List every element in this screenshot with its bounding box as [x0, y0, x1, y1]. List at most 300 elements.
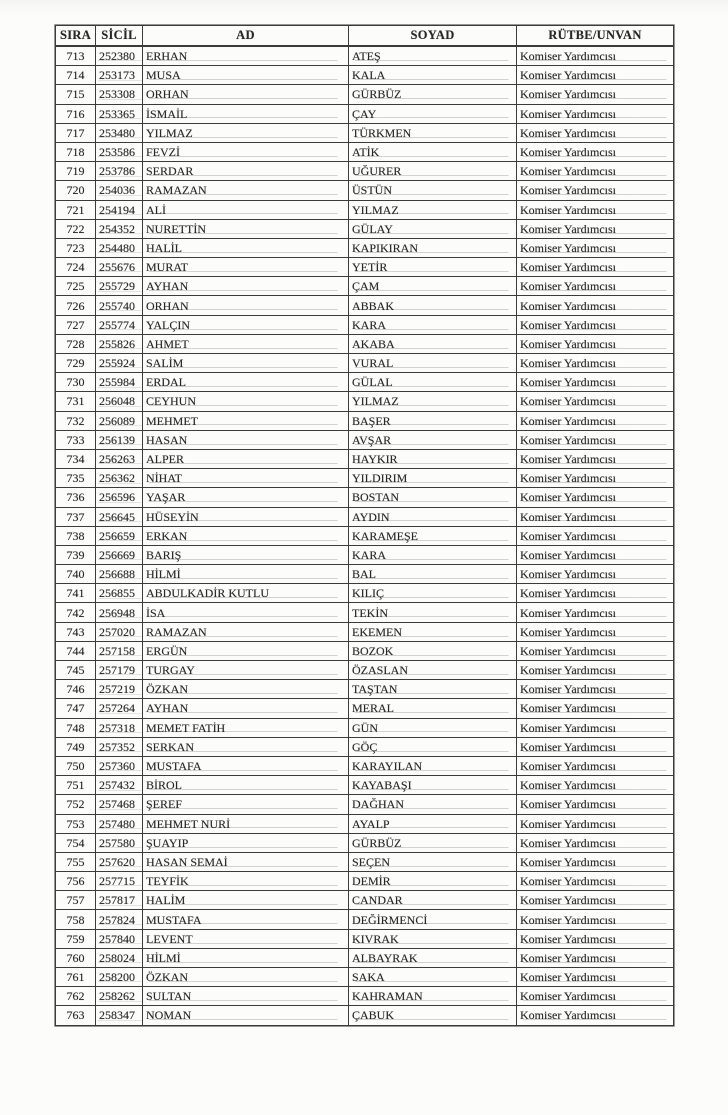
cell-sira: 756	[56, 872, 96, 891]
cell-rutbe: Komiser Yardımcısı	[517, 699, 674, 718]
cell-rutbe: Komiser Yardımcısı	[517, 872, 674, 891]
cell-ad: TURGAY	[143, 661, 349, 680]
table-row	[56, 334, 674, 353]
cell-rutbe: Komiser Yardımcısı	[517, 584, 674, 603]
cell-soyad: ÇAY	[349, 104, 517, 123]
cell-sicil: 257432	[96, 776, 143, 795]
cell-soyad: KARAMEŞE	[349, 526, 517, 545]
cell-sira: 763	[56, 1006, 96, 1025]
cell-sicil: 255924	[96, 354, 143, 373]
cell-sira: 713	[56, 46, 96, 66]
cell-rutbe: Komiser Yardımcısı	[517, 181, 674, 200]
cell-sicil: 256669	[96, 545, 143, 564]
cell-sira: 717	[56, 123, 96, 142]
cell-sicil: 257620	[96, 852, 143, 871]
cell-rutbe: Komiser Yardımcısı	[517, 123, 674, 142]
cell-rutbe: Komiser Yardımcısı	[517, 104, 674, 123]
cell-sira: 732	[56, 411, 96, 430]
cell-soyad: KAPIKIRAN	[349, 238, 517, 257]
cell-sira: 729	[56, 354, 96, 373]
cell-rutbe: Komiser Yardımcısı	[517, 296, 674, 315]
table-row	[56, 258, 674, 277]
cell-sira: 719	[56, 162, 96, 181]
cell-sira: 750	[56, 756, 96, 775]
cell-rutbe: Komiser Yardımcısı	[517, 641, 674, 660]
cell-sira: 730	[56, 373, 96, 392]
cell-sicil: 257179	[96, 661, 143, 680]
cell-ad: LEVENT	[143, 929, 349, 948]
cell-soyad: BAŞER	[349, 411, 517, 430]
cell-soyad: KARA	[349, 315, 517, 334]
table-row	[56, 795, 674, 814]
cell-soyad: KILIÇ	[349, 584, 517, 603]
cell-sira: 733	[56, 430, 96, 449]
cell-ad: CEYHUN	[143, 392, 349, 411]
cell-sira: 740	[56, 565, 96, 584]
cell-rutbe: Komiser Yardımcısı	[517, 449, 674, 468]
cell-soyad: ÜSTÜN	[349, 181, 517, 200]
cell-rutbe: Komiser Yardımcısı	[517, 219, 674, 238]
cell-sira: 749	[56, 737, 96, 756]
cell-soyad: ÖZASLAN	[349, 661, 517, 680]
cell-soyad: YILMAZ	[349, 200, 517, 219]
cell-ad: ŞUAYIP	[143, 833, 349, 852]
cell-rutbe: Komiser Yardımcısı	[517, 200, 674, 219]
table-row	[56, 104, 674, 123]
table-row	[56, 814, 674, 833]
cell-ad: MUSTAFA	[143, 910, 349, 929]
table-row	[56, 507, 674, 526]
cell-rutbe: Komiser Yardımcısı	[517, 334, 674, 353]
cell-sira: 761	[56, 968, 96, 987]
cell-sicil: 256688	[96, 565, 143, 584]
column-header-ad: AD	[143, 26, 349, 47]
cell-rutbe: Komiser Yardımcısı	[517, 411, 674, 430]
cell-rutbe: Komiser Yardımcısı	[517, 795, 674, 814]
cell-ad: MEMET FATİH	[143, 718, 349, 737]
cell-ad: ERGÜN	[143, 641, 349, 660]
cell-ad: ERKAN	[143, 526, 349, 545]
cell-sira: 753	[56, 814, 96, 833]
cell-rutbe: Komiser Yardımcısı	[517, 814, 674, 833]
cell-sicil: 255729	[96, 277, 143, 296]
cell-ad: HÜSEYİN	[143, 507, 349, 526]
table-row	[56, 411, 674, 430]
cell-rutbe: Komiser Yardımcısı	[517, 833, 674, 852]
cell-rutbe: Komiser Yardımcısı	[517, 1006, 674, 1025]
cell-ad: HİLMİ	[143, 565, 349, 584]
cell-soyad: MERAL	[349, 699, 517, 718]
table-row	[56, 948, 674, 967]
cell-soyad: ATİK	[349, 142, 517, 161]
table-row	[56, 277, 674, 296]
cell-sicil: 257158	[96, 641, 143, 660]
cell-ad: FEVZİ	[143, 142, 349, 161]
cell-sira: 739	[56, 545, 96, 564]
cell-rutbe: Komiser Yardımcısı	[517, 987, 674, 1006]
cell-soyad: TAŞTAN	[349, 680, 517, 699]
cell-sicil: 253365	[96, 104, 143, 123]
table-row	[56, 987, 674, 1006]
cell-rutbe: Komiser Yardımcısı	[517, 162, 674, 181]
cell-ad: ERDAL	[143, 373, 349, 392]
cell-rutbe: Komiser Yardımcısı	[517, 929, 674, 948]
cell-sicil: 256089	[96, 411, 143, 430]
cell-rutbe: Komiser Yardımcısı	[517, 565, 674, 584]
roster-table	[55, 25, 674, 1026]
cell-sicil: 257715	[96, 872, 143, 891]
cell-sira: 741	[56, 584, 96, 603]
cell-sicil: 256596	[96, 488, 143, 507]
table-row	[56, 756, 674, 775]
cell-soyad: AVŞAR	[349, 430, 517, 449]
cell-rutbe: Komiser Yardımcısı	[517, 891, 674, 910]
cell-rutbe: Komiser Yardımcısı	[517, 277, 674, 296]
cell-ad: ERHAN	[143, 46, 349, 66]
cell-soyad: CANDAR	[349, 891, 517, 910]
cell-sicil: 256855	[96, 584, 143, 603]
cell-ad: MEHMET	[143, 411, 349, 430]
table-row	[56, 891, 674, 910]
cell-sira: 737	[56, 507, 96, 526]
cell-soyad: GÜRBÜZ	[349, 85, 517, 104]
cell-soyad: AYALP	[349, 814, 517, 833]
table-row	[56, 142, 674, 161]
cell-soyad: YILDIRIM	[349, 469, 517, 488]
cell-sicil: 257020	[96, 622, 143, 641]
cell-sira: 714	[56, 66, 96, 85]
cell-soyad: UĞURER	[349, 162, 517, 181]
table-row	[56, 181, 674, 200]
cell-sira: 762	[56, 987, 96, 1006]
cell-sicil: 253786	[96, 162, 143, 181]
cell-rutbe: Komiser Yardımcısı	[517, 354, 674, 373]
cell-rutbe: Komiser Yardımcısı	[517, 46, 674, 66]
cell-rutbe: Komiser Yardımcısı	[517, 776, 674, 795]
table-row	[56, 373, 674, 392]
cell-soyad: GÜRBÜZ	[349, 833, 517, 852]
cell-rutbe: Komiser Yardımcısı	[517, 603, 674, 622]
cell-ad: NOMAN	[143, 1006, 349, 1025]
cell-soyad: GÖÇ	[349, 737, 517, 756]
cell-sira: 751	[56, 776, 96, 795]
column-header-sira: SIRA	[56, 26, 96, 47]
cell-sicil: 256048	[96, 392, 143, 411]
cell-ad: SERKAN	[143, 737, 349, 756]
cell-sicil: 258262	[96, 987, 143, 1006]
table-row	[56, 776, 674, 795]
cell-rutbe: Komiser Yardımcısı	[517, 488, 674, 507]
table-row	[56, 833, 674, 852]
cell-ad: MUSA	[143, 66, 349, 85]
cell-sicil: 256362	[96, 469, 143, 488]
cell-soyad: KAHRAMAN	[349, 987, 517, 1006]
cell-ad: İSMAİL	[143, 104, 349, 123]
cell-ad: İSA	[143, 603, 349, 622]
cell-rutbe: Komiser Yardımcısı	[517, 142, 674, 161]
cell-ad: YILMAZ	[143, 123, 349, 142]
cell-rutbe: Komiser Yardımcısı	[517, 526, 674, 545]
cell-ad: BARIŞ	[143, 545, 349, 564]
cell-sicil: 255676	[96, 258, 143, 277]
cell-rutbe: Komiser Yardımcısı	[517, 85, 674, 104]
cell-sira: 731	[56, 392, 96, 411]
cell-rutbe: Komiser Yardımcısı	[517, 680, 674, 699]
table-row	[56, 85, 674, 104]
cell-soyad: GÜLAL	[349, 373, 517, 392]
cell-rutbe: Komiser Yardımcısı	[517, 718, 674, 737]
cell-soyad: SEÇEN	[349, 852, 517, 871]
cell-sicil: 257264	[96, 699, 143, 718]
cell-sira: 755	[56, 852, 96, 871]
table-row	[56, 622, 674, 641]
cell-sira: 718	[56, 142, 96, 161]
cell-sira: 748	[56, 718, 96, 737]
cell-sira: 744	[56, 641, 96, 660]
cell-sira: 725	[56, 277, 96, 296]
cell-sicil: 253308	[96, 85, 143, 104]
cell-sira: 715	[56, 85, 96, 104]
table-row	[56, 219, 674, 238]
table-row	[56, 238, 674, 257]
table-row	[56, 718, 674, 737]
cell-sicil: 257468	[96, 795, 143, 814]
cell-rutbe: Komiser Yardımcısı	[517, 66, 674, 85]
cell-sicil: 257318	[96, 718, 143, 737]
cell-sira: 735	[56, 469, 96, 488]
cell-sira: 716	[56, 104, 96, 123]
table-row	[56, 430, 674, 449]
table-row	[56, 565, 674, 584]
cell-rutbe: Komiser Yardımcısı	[517, 948, 674, 967]
cell-ad: ABDULKADİR KUTLU	[143, 584, 349, 603]
table-row	[56, 737, 674, 756]
cell-soyad: VURAL	[349, 354, 517, 373]
cell-sira: 743	[56, 622, 96, 641]
cell-sira: 736	[56, 488, 96, 507]
cell-ad: NİHAT	[143, 469, 349, 488]
cell-sicil: 254352	[96, 219, 143, 238]
cell-rutbe: Komiser Yardımcısı	[517, 258, 674, 277]
cell-ad: YAŞAR	[143, 488, 349, 507]
cell-sicil: 255826	[96, 334, 143, 353]
cell-soyad: KALA	[349, 66, 517, 85]
cell-rutbe: Komiser Yardımcısı	[517, 756, 674, 775]
cell-soyad: GÜN	[349, 718, 517, 737]
table-row	[56, 1006, 674, 1025]
table-row	[56, 929, 674, 948]
cell-ad: HASAN	[143, 430, 349, 449]
cell-sicil: 255774	[96, 315, 143, 334]
cell-sira: 720	[56, 181, 96, 200]
cell-sira: 758	[56, 910, 96, 929]
cell-ad: ÖZKAN	[143, 968, 349, 987]
table-row	[56, 488, 674, 507]
table-row	[56, 699, 674, 718]
cell-rutbe: Komiser Yardımcısı	[517, 968, 674, 987]
cell-rutbe: Komiser Yardımcısı	[517, 373, 674, 392]
cell-soyad: KARAYILAN	[349, 756, 517, 775]
cell-rutbe: Komiser Yardımcısı	[517, 661, 674, 680]
cell-ad: ÖZKAN	[143, 680, 349, 699]
cell-sicil: 252380	[96, 46, 143, 66]
cell-ad: ORHAN	[143, 296, 349, 315]
cell-sira: 746	[56, 680, 96, 699]
table-row	[56, 296, 674, 315]
cell-sicil: 253586	[96, 142, 143, 161]
cell-rutbe: Komiser Yardımcısı	[517, 852, 674, 871]
cell-ad: MUSTAFA	[143, 756, 349, 775]
cell-sicil: 256139	[96, 430, 143, 449]
cell-rutbe: Komiser Yardımcısı	[517, 545, 674, 564]
cell-rutbe: Komiser Yardımcısı	[517, 737, 674, 756]
cell-ad: HİLMİ	[143, 948, 349, 967]
cell-soyad: ALBAYRAK	[349, 948, 517, 967]
cell-ad: ORHAN	[143, 85, 349, 104]
table-row	[56, 872, 674, 891]
table-row	[56, 392, 674, 411]
cell-soyad: BOZOK	[349, 641, 517, 660]
cell-sira: 726	[56, 296, 96, 315]
table-row	[56, 46, 674, 66]
cell-sicil: 257480	[96, 814, 143, 833]
cell-rutbe: Komiser Yardımcısı	[517, 910, 674, 929]
cell-sira: 754	[56, 833, 96, 852]
table-row	[56, 584, 674, 603]
cell-ad: NURETTİN	[143, 219, 349, 238]
table-row	[56, 66, 674, 85]
cell-ad: ALİ	[143, 200, 349, 219]
cell-sira: 727	[56, 315, 96, 334]
cell-soyad: ABBAK	[349, 296, 517, 315]
cell-ad: AHMET	[143, 334, 349, 353]
cell-sicil: 253173	[96, 66, 143, 85]
cell-sicil: 258024	[96, 948, 143, 967]
cell-sicil: 258200	[96, 968, 143, 987]
cell-sicil: 256263	[96, 449, 143, 468]
cell-sira: 759	[56, 929, 96, 948]
cell-sira: 752	[56, 795, 96, 814]
table-row	[56, 545, 674, 564]
table-row	[56, 354, 674, 373]
cell-soyad: KAYABAŞI	[349, 776, 517, 795]
cell-ad: SULTAN	[143, 987, 349, 1006]
cell-ad: ALPER	[143, 449, 349, 468]
cell-ad: HALİL	[143, 238, 349, 257]
table-row	[56, 603, 674, 622]
cell-sira: 747	[56, 699, 96, 718]
cell-ad: MEHMET NURİ	[143, 814, 349, 833]
cell-ad: ŞEREF	[143, 795, 349, 814]
cell-sira: 745	[56, 661, 96, 680]
cell-sira: 742	[56, 603, 96, 622]
table-row	[56, 469, 674, 488]
cell-sicil: 258347	[96, 1006, 143, 1025]
cell-ad: SALİM	[143, 354, 349, 373]
table-row	[56, 968, 674, 987]
cell-sicil: 256659	[96, 526, 143, 545]
cell-sira: 734	[56, 449, 96, 468]
cell-soyad: KARA	[349, 545, 517, 564]
cell-sicil: 257360	[96, 756, 143, 775]
cell-sicil: 257817	[96, 891, 143, 910]
cell-soyad: AYDIN	[349, 507, 517, 526]
cell-ad: TEYFİK	[143, 872, 349, 891]
cell-ad: HALİM	[143, 891, 349, 910]
cell-rutbe: Komiser Yardımcısı	[517, 392, 674, 411]
cell-soyad: EKEMEN	[349, 622, 517, 641]
cell-sicil: 256645	[96, 507, 143, 526]
cell-sira: 760	[56, 948, 96, 967]
cell-sicil: 255740	[96, 296, 143, 315]
cell-soyad: TÜRKMEN	[349, 123, 517, 142]
cell-sicil: 254036	[96, 181, 143, 200]
cell-sicil: 257352	[96, 737, 143, 756]
cell-soyad: ÇAM	[349, 277, 517, 296]
cell-soyad: TEKİN	[349, 603, 517, 622]
cell-sicil: 255984	[96, 373, 143, 392]
cell-sicil: 257840	[96, 929, 143, 948]
table-row	[56, 641, 674, 660]
cell-soyad: YETİR	[349, 258, 517, 277]
cell-ad: HASAN SEMAİ	[143, 852, 349, 871]
cell-rutbe: Komiser Yardımcısı	[517, 469, 674, 488]
cell-ad: RAMAZAN	[143, 181, 349, 200]
header-row	[56, 26, 674, 47]
cell-soyad: SAKA	[349, 968, 517, 987]
roster-table-container	[55, 25, 674, 1026]
cell-soyad: HAYKIR	[349, 449, 517, 468]
cell-sira: 721	[56, 200, 96, 219]
cell-soyad: AKABA	[349, 334, 517, 353]
cell-ad: YALÇIN	[143, 315, 349, 334]
cell-rutbe: Komiser Yardımcısı	[517, 238, 674, 257]
cell-sicil: 257824	[96, 910, 143, 929]
roster-table-body	[56, 46, 674, 1025]
cell-soyad: YILMAZ	[349, 392, 517, 411]
cell-soyad: KIVRAK	[349, 929, 517, 948]
cell-sicil: 257580	[96, 833, 143, 852]
cell-sicil: 257219	[96, 680, 143, 699]
table-row	[56, 680, 674, 699]
cell-sira: 738	[56, 526, 96, 545]
cell-sira: 757	[56, 891, 96, 910]
cell-ad: MURAT	[143, 258, 349, 277]
table-row	[56, 661, 674, 680]
cell-ad: SERDAR	[143, 162, 349, 181]
cell-soyad: ATEŞ	[349, 46, 517, 66]
table-row	[56, 162, 674, 181]
cell-rutbe: Komiser Yardımcısı	[517, 430, 674, 449]
column-header-sicil: SİCİL	[96, 26, 143, 47]
column-header-soyad: SOYAD	[349, 26, 517, 47]
cell-sicil: 254480	[96, 238, 143, 257]
table-row	[56, 910, 674, 929]
column-header-rutbe: RÜTBE/UNVAN	[517, 26, 674, 47]
table-row	[56, 852, 674, 871]
cell-sira: 724	[56, 258, 96, 277]
cell-soyad: ÇABUK	[349, 1006, 517, 1025]
table-row	[56, 315, 674, 334]
cell-soyad: BOSTAN	[349, 488, 517, 507]
cell-soyad: DAĞHAN	[349, 795, 517, 814]
cell-rutbe: Komiser Yardımcısı	[517, 315, 674, 334]
cell-ad: AYHAN	[143, 699, 349, 718]
cell-sicil: 254194	[96, 200, 143, 219]
roster-table-header	[56, 26, 674, 47]
cell-ad: AYHAN	[143, 277, 349, 296]
cell-ad: BİROL	[143, 776, 349, 795]
